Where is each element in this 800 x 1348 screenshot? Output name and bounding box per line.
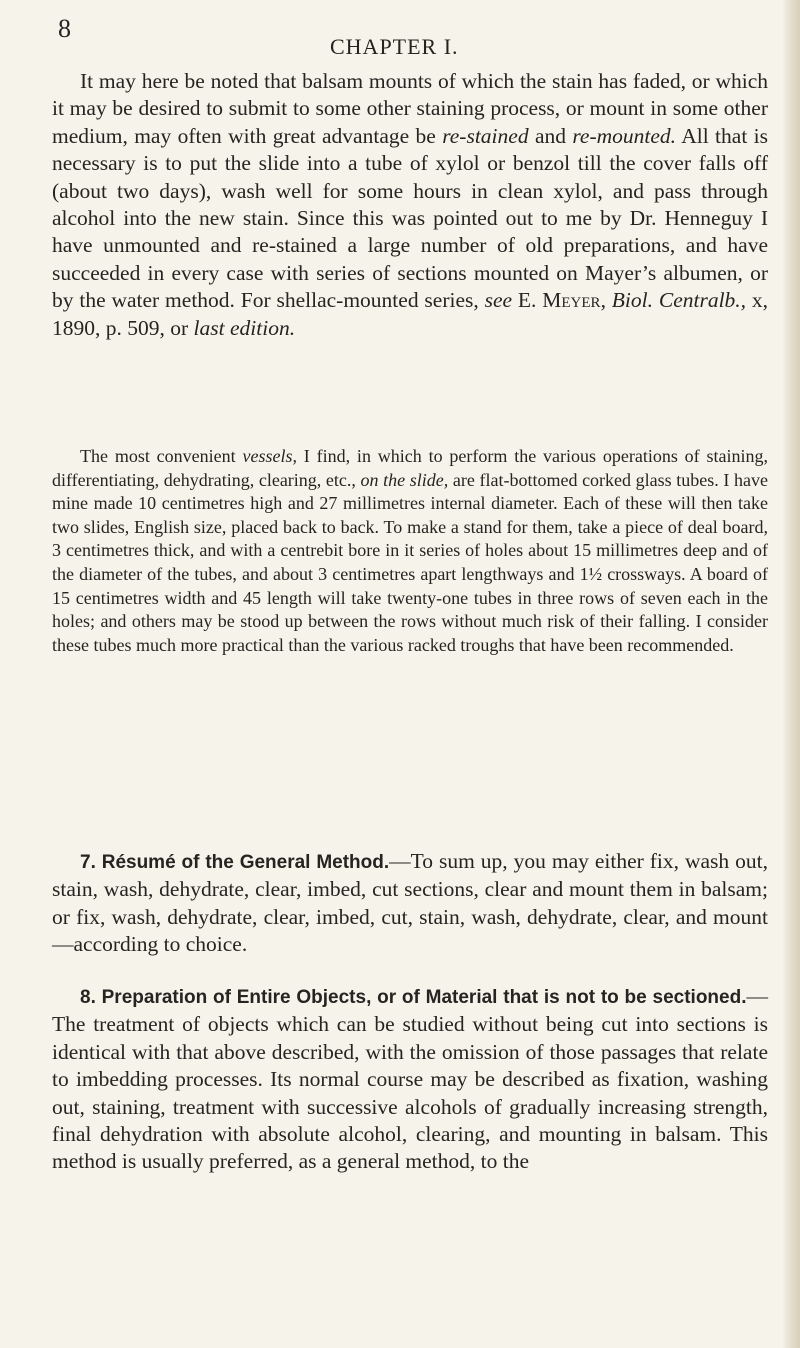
text-run: It may here be noted that balsam mounts of which the stain has faded, or which it may be desired to submit to some other staining process, or mount in some other medium, may often with great advantage be [52,69,768,148]
running-head: CHAPTER I. [330,34,459,59]
text-run: , [600,288,612,313]
text-run: are flat-bottomed corked glass tubes. I have mine made 10 centimetres high and 27 millimetres internal diameter. Each of these will then take two slides, English size, placed back to back. To make a stand for them, take a piece of deal board, 3 centimetres thick, and with a centrebit bore in it series of holes about 15 millimetres deep and of the diameter of the tubes, and about 3 centimetres apart lengthways and 1½ crossways. A board of 15 centimetres width and 45 length will take twenty-one tubes in three rows of seven each in the holes; and others may be stood up between the rows without much risk of their falling. I consider these tubes much more practical than the various racked troughs that have been recommended. [52,469,768,655]
section-7-resume [52,848,768,959]
italic-term: see [484,288,513,313]
journal-title: Biol. Centralb., [611,288,747,313]
section-text: —To sum up, you may either fix, wash out, stain, wash, dehydrate, clear, imbed, cut sections, clear and mount them in balsam; or fix, wash, dehydrate, clear, imbed, cut, stain, wash, dehydrate, clear, and mount—according to choice. [52,849,768,957]
italic-term: re-stained [442,123,529,148]
paragraph-vessels [52,445,768,657]
section-text: —The treatment of objects which can be studied without being cut into sections is identical with that above described, with the omission of those passages that relate to imbedding processes. Its normal course may be described as fixation, washing out, staining, treatment with successive alcohols of gradually increasing strength, final dehydration with absolute alcohol, clearing, and mounting in balsam. This method is usually preferred, as a general method, to the [52,984,768,1174]
page-edge [782,0,800,1348]
text-run: I find, in which to perform the various operations of staining, differentiating, dehydrating, clearing, etc., [52,446,769,490]
text-run: All that is necessary is to put the slide into a tube of xylol or benzol till the cover falls off (about two days), wash well for some hours in clean xylol, and pass through alcohol into the new stain. Since this was pointed out to me by Dr. Henneguy I have unmounted and re-stained a large number of old preparations, and have succeeded in every case with series of sections mounted on Mayer’s albumen, or by the water method. For shellac-mounted series, [52,123,768,313]
page-number: 8 [58,14,71,43]
paragraph-remounting [52,68,768,342]
text-run: x, 1890, p. 509, or [52,288,769,340]
text-run: E. [512,288,543,313]
section-8-entire-objects [52,983,768,1176]
italic-term: on the slide, [360,469,449,490]
section-heading: 7. Résumé of the General Method. [80,852,390,873]
italic-term: vessels, [242,446,297,466]
author-name: Meyer [542,288,601,313]
section-heading: 8. Preparation of Entire Objects, or of Material that is not to be sectioned. [80,987,747,1008]
text-run: The most convenient [80,446,243,466]
italic-term: re-mounted. [572,123,677,148]
text-run: and [528,123,573,148]
italic-term: last edition. [193,315,296,340]
